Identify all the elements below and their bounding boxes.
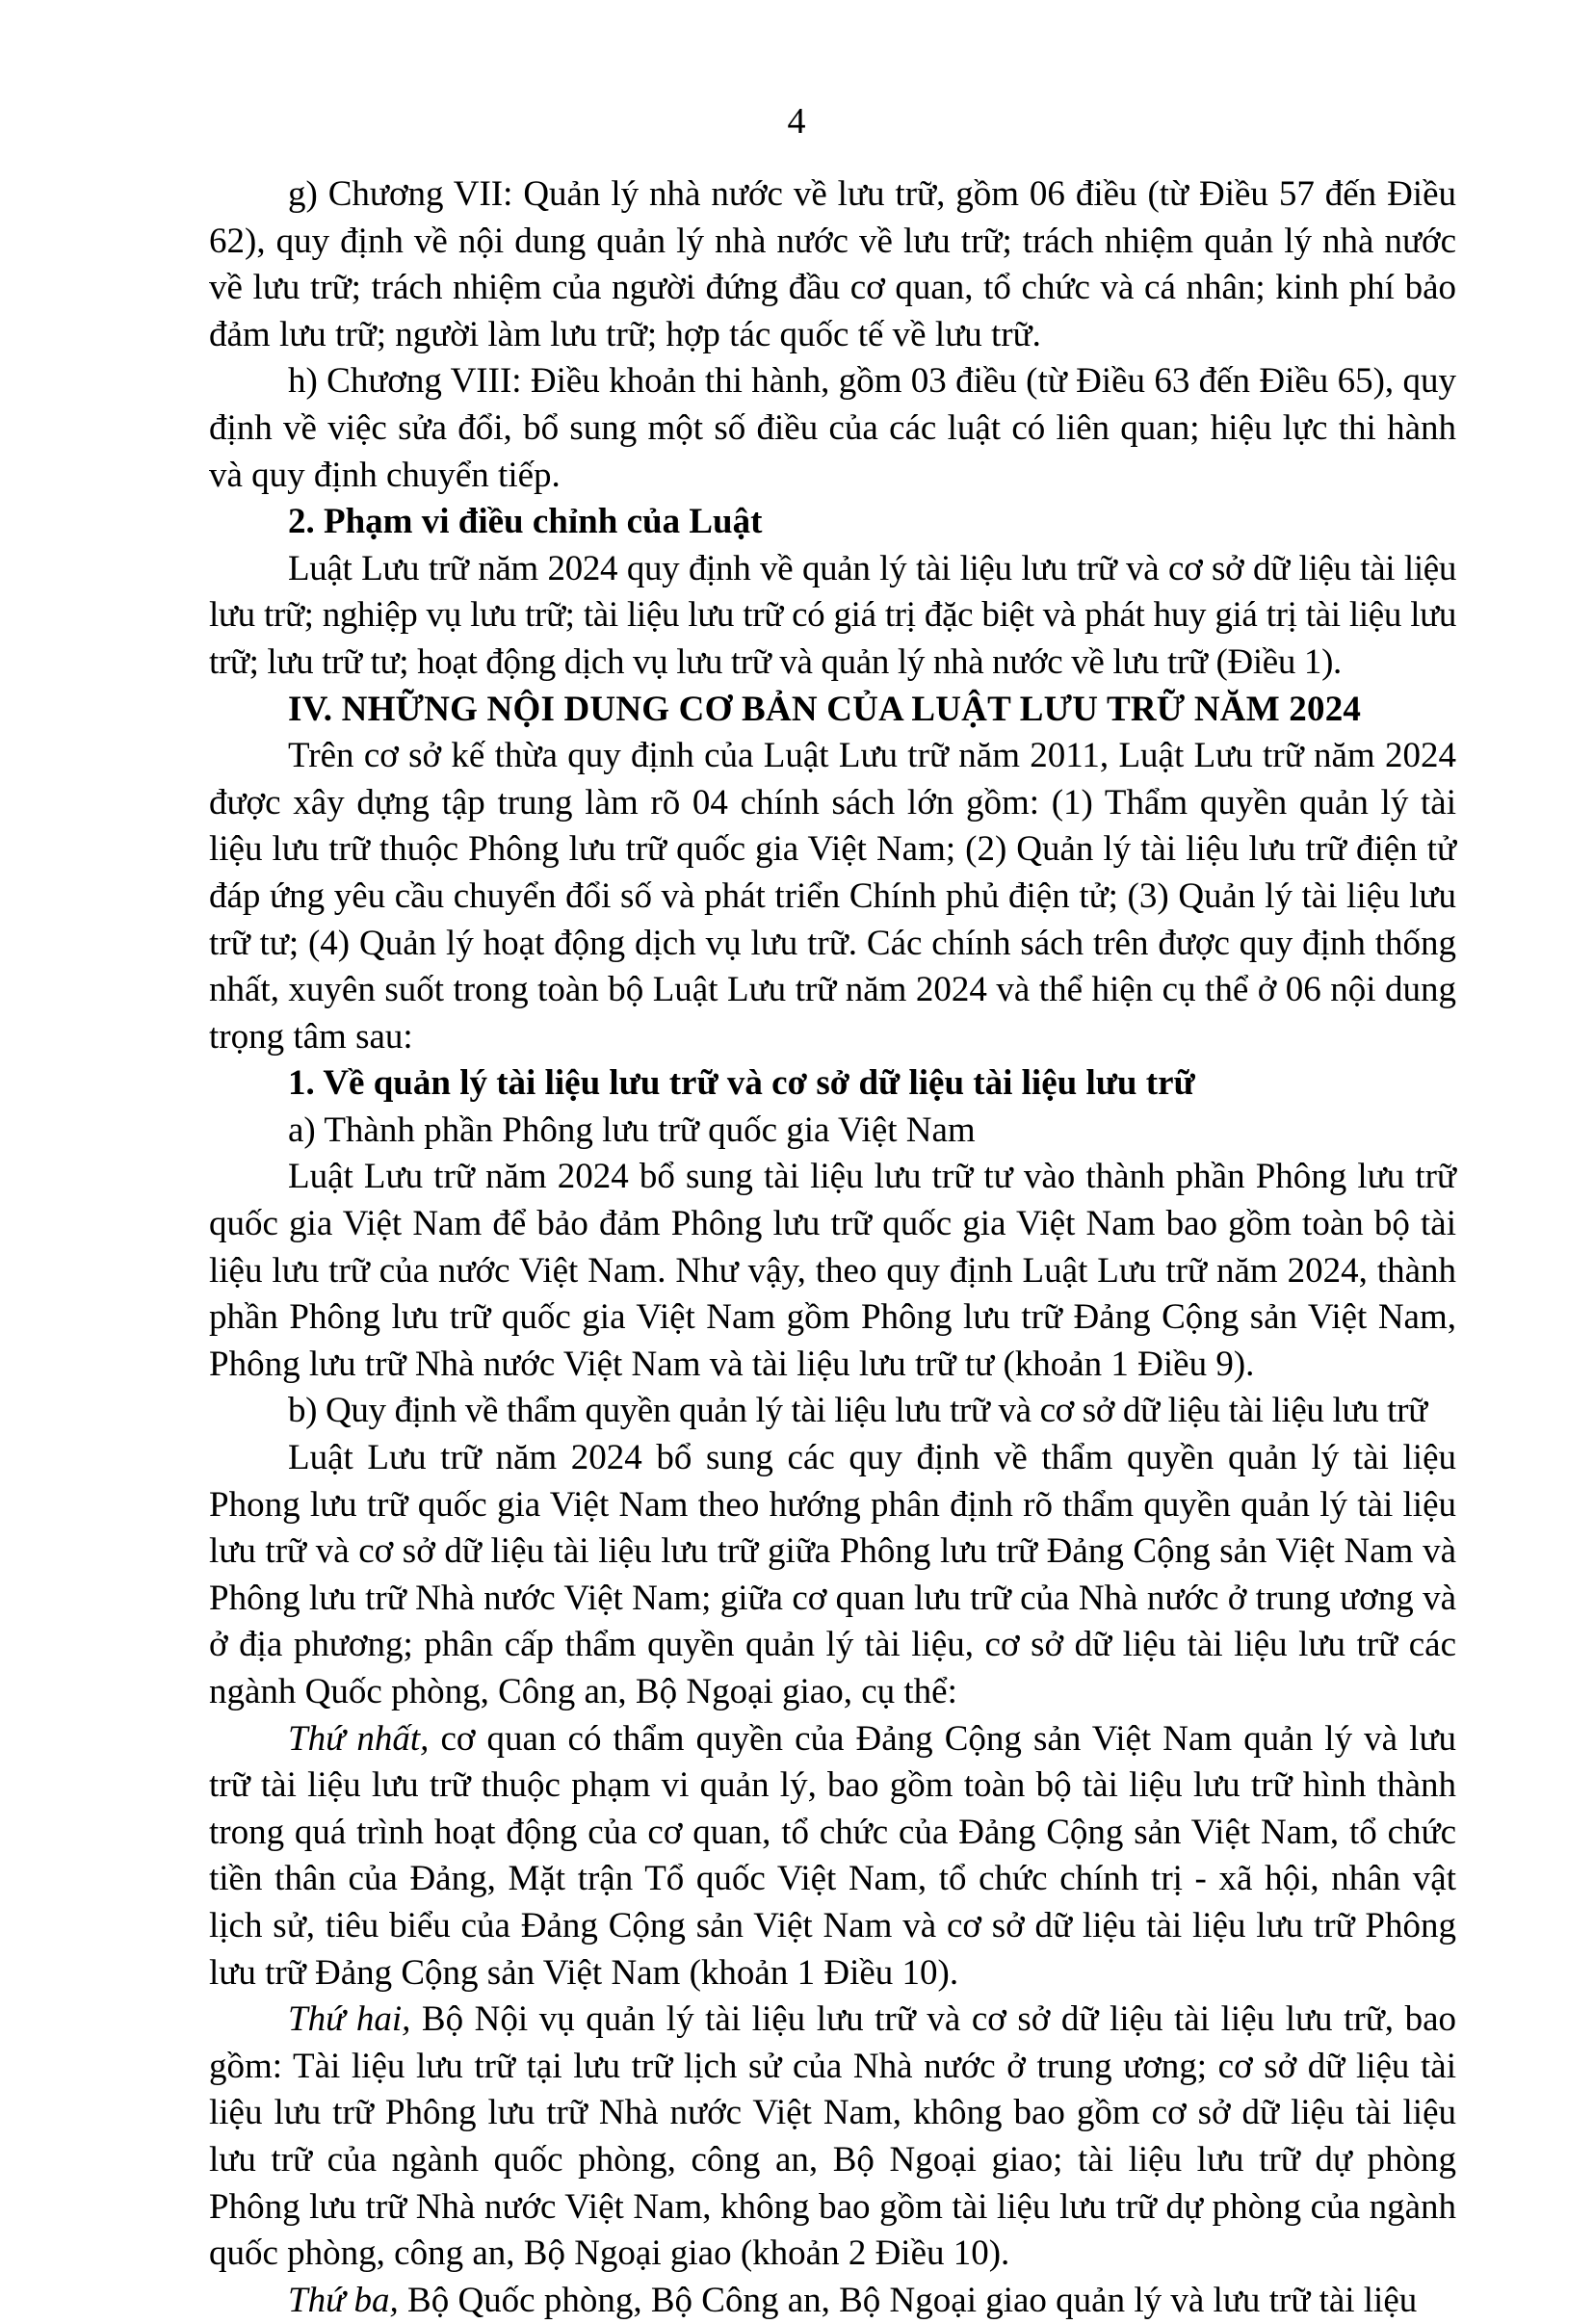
page-number: 4 bbox=[787, 101, 806, 142]
paragraph-third bbox=[209, 2278, 1456, 2324]
document-body bbox=[209, 171, 1456, 2324]
subheading-a: a) Thành phần Phông lưu trữ quốc gia Việt Nam bbox=[288, 1110, 976, 1150]
paragraph-first bbox=[209, 1716, 1456, 1998]
paragraph-chapter-8: h) Chương VIII: Điều khoản thi hành, gồm 03 điều (từ Điều 63 đến Điều 65), quy định về việc sửa đổi, bổ sung một số điều của các luật có liên quan; hiệu lực thi hành và quy định chuyển tiếp. bbox=[209, 361, 1456, 495]
paragraph-archive-composition: Luật Lưu trữ năm 2024 bổ sung tài liệu lưu trữ tư vào thành phần Phông lưu trữ quốc gia Việt Nam để bảo đảm Phông lưu trữ quốc gia Việt Nam bao gồm toàn bộ tài liệu lưu trữ của nước Việt Nam. Như vậy, theo quy định Luật Lưu trữ năm 2024, thành phần Phông lưu trữ quốc gia Việt Nam gồm Phông lưu trữ Đảng Cộng sản Việt Nam, Phông lưu trữ Nhà nước Việt Nam và tài liệu lưu trữ tư (khoản 1 Điều 9). bbox=[209, 1157, 1456, 1384]
heading-section-iv: IV. NHỮNG NỘI DUNG CƠ BẢN CỦA LUẬT LƯU TRỮ NĂM 2024 bbox=[288, 689, 1362, 729]
subheading-b: b) Quy định về thẩm quyền quản lý tài liệu lưu trữ và cơ sở dữ liệu tài liệu lưu trữ bbox=[288, 1391, 1427, 1431]
paragraph-second bbox=[209, 1997, 1456, 2278]
heading-scope: 2. Phạm vi điều chỉnh của Luật bbox=[288, 502, 763, 542]
lead-first: Thứ nhất, bbox=[288, 1718, 430, 1759]
paragraph-authority: Luật Lưu trữ năm 2024 bổ sung các quy định về thẩm quyền quản lý tài liệu Phong lưu trữ quốc gia Việt Nam theo hướng phân định rõ thẩm quyền quản lý tài liệu lưu trữ và cơ sở dữ liệu tài liệu lưu trữ giữa Phông lưu trữ Đảng Cộng sản Việt Nam và Phông lưu trữ Nhà nước Việt Nam; giữa cơ quan lưu trữ của Nhà nước ở trung ương và ở địa phương; phân cấp thẩm quyền quản lý tài liệu, cơ sở dữ liệu tài liệu lưu trữ các ngành Quốc phòng, Công an, Bộ Ngoại giao, cụ thể: bbox=[209, 1438, 1456, 1711]
heading-management: 1. Về quản lý tài liệu lưu trữ và cơ sở dữ liệu tài liệu lưu trữ bbox=[288, 1063, 1195, 1104]
text-second: Bộ Nội vụ quản lý tài liệu lưu trữ và cơ sở dữ liệu tài liệu lưu trữ, bao gồm: Tài liệu lưu trữ tại lưu trữ lịch sử của Nhà nước ở trung ương; cơ sở dữ liệu tài liệu lưu trữ Phông lưu trữ Nhà nước Việt Nam, không bao gồm cơ sở dữ liệu tài liệu lưu trữ của ngành quốc phòng, công an, Bộ Ngoại giao; tài liệu lưu trữ dự phòng Phông lưu trữ Nhà nước Việt Nam, không bao gồm tài liệu lưu trữ dự phòng của ngành quốc phòng, công an, Bộ Ngoại giao (khoản 2 Điều 10). bbox=[209, 1999, 1456, 2274]
text-first: cơ quan có thẩm quyền của Đảng Cộng sản Việt Nam quản lý và lưu trữ tài liệu lưu trữ thuộc phạm vi quản lý, bao gồm toàn bộ tài liệu lưu trữ hình thành trong quá trình hoạt động của cơ quan, tổ chức của Đảng Cộng sản Việt Nam, tổ chức tiền thân của Đảng, Mặt trận Tổ quốc Việt Nam, tổ chức chính trị - xã hội, nhân vật lịch sử, tiêu biểu của Đảng Cộng sản Việt Nam và cơ sở dữ liệu tài liệu lưu trữ Phông lưu trữ Đảng Cộng sản Việt Nam (khoản 1 Điều 10). bbox=[209, 1718, 1456, 1993]
lead-third: Thứ ba, bbox=[288, 2280, 399, 2320]
paragraph-chapter-7: g) Chương VII: Quản lý nhà nước về lưu trữ, gồm 06 điều (từ Điều 57 đến Điều 62), quy định về nội dung quản lý nhà nước về lưu trữ; trách nhiệm quản lý nhà nước về lưu trữ; trách nhiệm của người đứng đầu cơ quan, tổ chức và cá nhân; kinh phí bảo đảm lưu trữ; người làm lưu trữ; hợp tác quốc tế về lưu trữ. bbox=[209, 174, 1456, 354]
paragraph-policies: Trên cơ sở kế thừa quy định của Luật Lưu trữ năm 2011, Luật Lưu trữ năm 2024 được xây dựng tập trung làm rõ 04 chính sách lớn gồm: (1) Thẩm quyền quản lý tài liệu lưu trữ thuộc Phông lưu trữ quốc gia Việt Nam; (2) Quản lý tài liệu lưu trữ điện tử đáp ứng yêu cầu chuyển đổi số và phát triển Chính phủ điện tử; (3) Quản lý tài liệu lưu trữ tư; (4) Quản lý hoạt động dịch vụ lưu trữ. Các chính sách trên được quy định thống nhất, xuyên suốt trong toàn bộ Luật Lưu trữ năm 2024 và thể hiện cụ thể ở 06 nội dung trọng tâm sau: bbox=[209, 736, 1456, 1057]
paragraph-scope: Luật Lưu trữ năm 2024 quy định về quản lý tài liệu lưu trữ và cơ sở dữ liệu tài liệu lưu trữ; nghiệp vụ lưu trữ; tài liệu lưu trữ có giá trị đặc biệt và phát huy giá trị tài liệu lưu trữ; lưu trữ tư; hoạt động dịch vụ lưu trữ và quản lý nhà nước về lưu trữ (Điều 1). bbox=[209, 548, 1456, 682]
lead-second: Thứ hai, bbox=[288, 1999, 411, 2040]
text-third: Bộ Quốc phòng, Bộ Công an, Bộ Ngoại giao quản lý và lưu trữ tài liệu bbox=[398, 2280, 1418, 2320]
